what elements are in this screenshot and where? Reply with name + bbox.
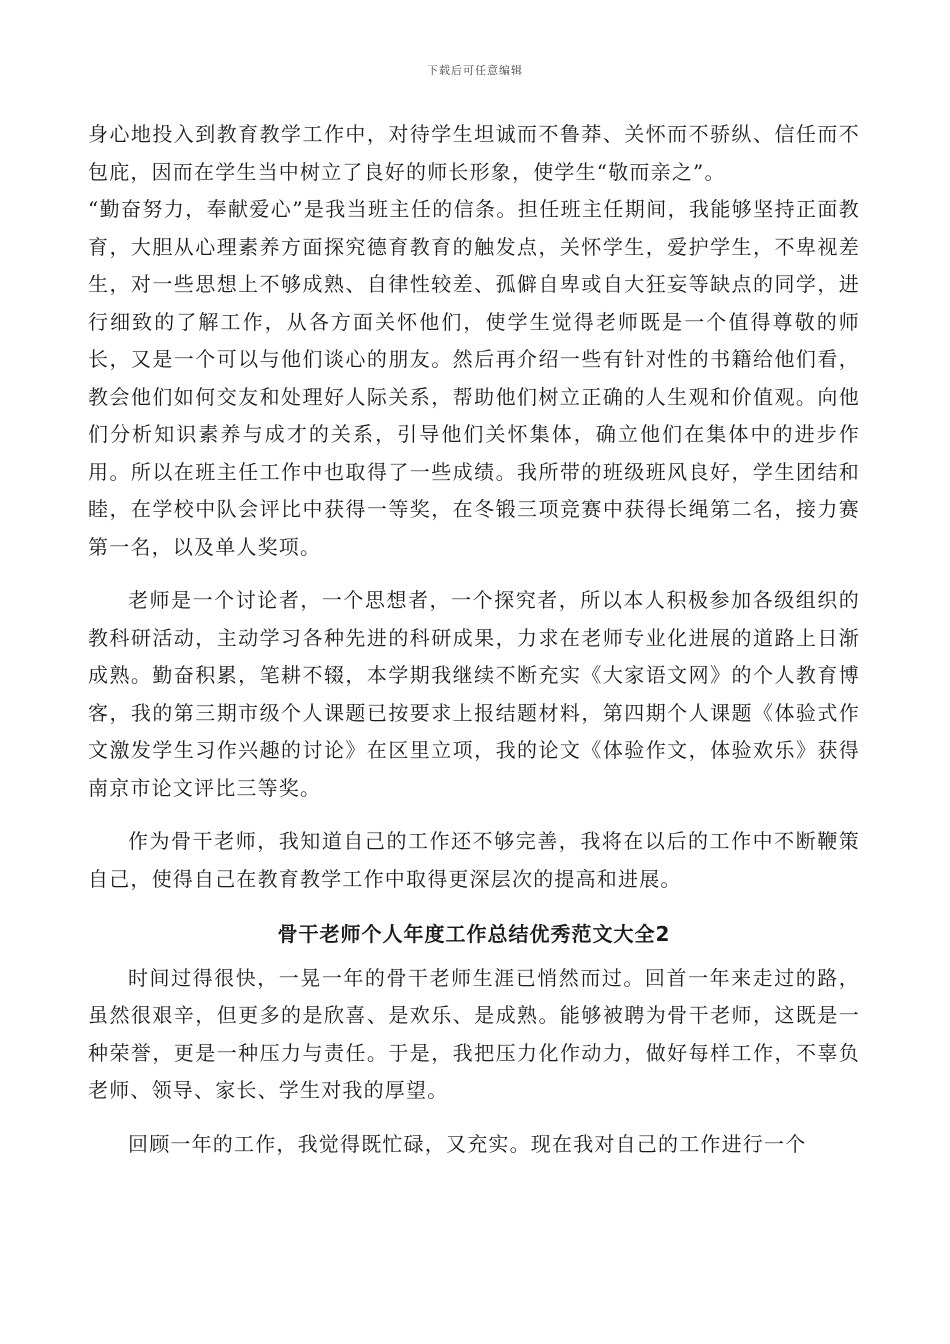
header-note: 下载后可任意编辑 <box>427 64 523 77</box>
paragraph-research: 老师是一个讨论者，一个思想者，一个探究者，所以本人积极参加各级组织的教科研活动，主动学习各种先进的科研成果，力求在老师专业化进展的道路上日渐成熟。勤奋积累，笔耕不辍，本学期我继续不断充实《大家语文网》的个人教育博客，我的第三期市级个人课题已按要求上报结题材料，第四期个人课题《体验式作文激发学生习作兴趣的讨论》在区里立项，我的论文《体验作文，体验欢乐》获得南京市论文评比三等奖。 <box>88 588 860 800</box>
document-body <box>88 116 860 1163</box>
paragraph-review: 回顾一年的工作，我觉得既忙碌，又充实。现在我对自己的工作进行一个 <box>128 1131 807 1156</box>
paragraph-continuation: 身心地投入到教育教学工作中，对待学生坦诚而不鲁莽、关怀而不骄纵、信任而不包庇，因而在学生当中树立了良好的师长形象，使学生“敬而亲之”。 <box>88 122 860 184</box>
paragraph-intro-2: 时间过得很快，一晃一年的骨干老师生涯已悄然而过。回首一年来走过的路，虽然很艰辛，但更多的是欣喜、是欢乐、是成熟。能够被聘为骨干老师，这既是一种荣誉，更是一种压力与责任。于是，我把压力化作动力，做好每样工作，不辜负老师、领导、家长、学生对我的厚望。 <box>88 965 860 1102</box>
paragraph-class-teacher: “勤奋努力，奉献爱心”是我当班主任的信条。担任班主任期间，我能够坚持正面教育，大胆从心理素养方面探究德育教育的触发点，关怀学生，爱护学生，不卑视差生，对一些思想上不够成熟、自律性较差、孤僻自卑或自大狂妄等缺点的同学，进行细致的了解工作，从各方面关怀他们，使学生觉得老师既是一个值得尊敬的师长，又是一个可以与他们谈心的朋友。然后再介绍一些有针对性的书籍给他们看，教会他们如何交友和处理好人际关系，帮助他们树立正确的人生观和价值观。向他们分析知识素养与成才的关系，引导他们关怀集体，确立他们在集体中的进步作用。所以在班主任工作中也取得了一些成绩。我所带的班级班风良好，学生团结和睦，在学校中队会评比中获得一等奖，在冬锻三项竞赛中获得长绳第二名，接力赛第一名，以及单人奖项。 <box>88 197 860 559</box>
section-heading: 骨干老师个人年度工作总结优秀范文大全2 <box>277 922 671 946</box>
paragraph-conclusion: 作为骨干老师，我知道自己的工作还不够完善，我将在以后的工作中不断鞭策自己，使得自己在教育教学工作中取得更深层次的提高和进展。 <box>88 829 860 891</box>
